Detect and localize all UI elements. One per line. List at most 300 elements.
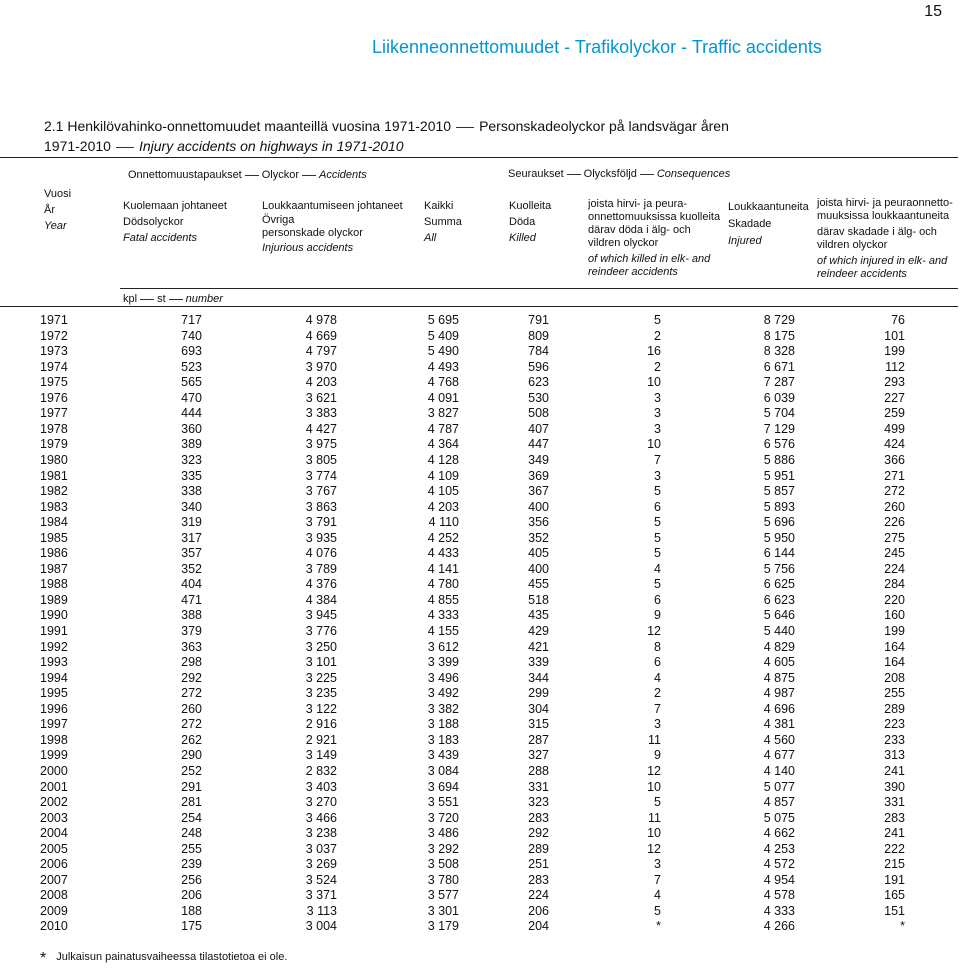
table-row — [0, 904, 958, 920]
cell-injured-elk: 255 — [884, 686, 905, 701]
cell-killed: 292 — [528, 826, 549, 841]
cell-killed-elk: 6 — [654, 592, 661, 607]
cell-fatal: 248 — [181, 826, 202, 841]
cell-killed: 447 — [528, 437, 549, 452]
cell-fatal: 175 — [181, 919, 202, 934]
table-row — [0, 422, 958, 438]
table-row — [0, 888, 958, 904]
cell-killed-elk: 4 — [654, 670, 661, 685]
cell-year: 1984 — [40, 515, 68, 530]
cell-year: 1986 — [40, 546, 68, 561]
col-header-fatal: Kuolemaan johtaneet Dödsolyckor Fatal accidents — [123, 200, 227, 244]
cell-killed-elk: 12 — [647, 624, 661, 638]
cell-injured: 5 857 — [763, 484, 795, 499]
cell-all: 3 486 — [427, 826, 459, 841]
cell-killed-elk: 3 — [654, 857, 661, 872]
cell-fatal: 352 — [181, 561, 202, 576]
cell-year: 1971 — [40, 313, 68, 327]
cell-killed: 349 — [528, 452, 549, 467]
header-rule — [120, 288, 958, 289]
cell-injurious: 2 832 — [305, 763, 337, 778]
cell-killed-elk: 6 — [654, 655, 661, 670]
cell-killed: 367 — [528, 484, 549, 499]
cell-killed: 289 — [528, 841, 549, 856]
cell-fatal: 188 — [181, 903, 202, 918]
cell-fatal: 363 — [181, 639, 202, 654]
cell-all: 4 493 — [427, 359, 459, 374]
cell-injurious: 3 037 — [305, 841, 337, 856]
cell-fatal: 340 — [181, 499, 202, 514]
cell-all: 4 141 — [427, 561, 459, 576]
cell-killed: 369 — [528, 468, 549, 483]
cell-killed: 299 — [528, 686, 549, 701]
cell-year: 2010 — [40, 919, 68, 934]
cell-killed-elk: 9 — [654, 748, 661, 763]
table-row — [0, 919, 958, 935]
table-row — [0, 717, 958, 733]
cell-injured-elk: 293 — [884, 375, 905, 390]
cell-year: 1996 — [40, 701, 68, 716]
cell-injured-elk: 223 — [884, 717, 905, 732]
cell-injurious: 3 004 — [305, 919, 337, 934]
cell-killed: 323 — [528, 795, 549, 810]
cell-killed: 791 — [528, 313, 549, 327]
cell-year: 1976 — [40, 390, 68, 405]
cell-all: 4 333 — [427, 608, 459, 623]
cell-injured: 6 144 — [763, 546, 795, 561]
cell-injurious: 3 935 — [305, 530, 337, 545]
col-header-all: Kaikki Summa All — [424, 200, 462, 244]
cell-killed: 251 — [528, 857, 549, 872]
cell-all: 3 508 — [427, 857, 459, 872]
cell-all: 4 252 — [427, 530, 459, 545]
cell-fatal: 404 — [181, 577, 202, 592]
cell-all: 3 179 — [427, 919, 459, 934]
cell-injurious: 3 621 — [305, 390, 337, 405]
cell-injured-elk: 165 — [884, 888, 905, 903]
cell-injured: 5 951 — [763, 468, 795, 483]
cell-fatal: 252 — [181, 763, 202, 778]
page-heading: Liikenneonnettomuudet - Trafikolyckor - Traffic accidents — [372, 37, 822, 57]
cell-injured: 4 829 — [763, 639, 795, 654]
table-row — [0, 577, 958, 593]
table-row — [0, 764, 958, 780]
cell-injured: 6 671 — [763, 359, 795, 374]
cell-killed-elk: 5 — [654, 313, 661, 327]
cell-all: 3 694 — [427, 779, 459, 794]
cell-injured: 5 075 — [763, 810, 795, 825]
cell-injurious: 3 270 — [305, 795, 337, 810]
cell-killed: 315 — [528, 717, 549, 732]
cell-all: 5 695 — [427, 313, 459, 327]
cell-injured-elk: 164 — [884, 655, 905, 670]
cell-injured: 4 696 — [763, 701, 795, 716]
cell-killed: 356 — [528, 515, 549, 530]
cell-fatal: 565 — [181, 375, 202, 390]
cell-injurious: 4 076 — [305, 546, 337, 561]
cell-injured-elk: 101 — [884, 328, 905, 343]
cell-year: 1997 — [40, 717, 68, 732]
cell-injured: 4 987 — [763, 686, 795, 701]
cell-fatal: 255 — [181, 841, 202, 856]
cell-injurious: 4 669 — [305, 328, 337, 343]
cell-injured-elk: 191 — [884, 872, 905, 887]
cell-year: 1977 — [40, 406, 68, 421]
cell-fatal: 471 — [181, 592, 202, 607]
cell-killed-elk: 5 — [654, 530, 661, 545]
cell-year: 2004 — [40, 826, 68, 841]
cell-fatal: 693 — [181, 344, 202, 359]
cell-injurious: 3 767 — [305, 484, 337, 499]
table-row — [0, 406, 958, 422]
cell-fatal: 717 — [181, 313, 202, 327]
cell-fatal: 323 — [181, 452, 202, 467]
cell-injurious: 4 203 — [305, 375, 337, 390]
cell-killed: 352 — [528, 530, 549, 545]
cell-injurious: 3 970 — [305, 359, 337, 374]
cell-killed: 435 — [528, 608, 549, 623]
cell-injurious: 3 122 — [305, 701, 337, 716]
table-row — [0, 360, 958, 376]
cell-injured: 4 677 — [763, 748, 795, 763]
cell-year: 2008 — [40, 888, 68, 903]
col-header-injurious: Loukkaantumiseen johtaneet Övriga personskade olyckor Injurious accidents — [262, 200, 403, 254]
cell-injurious: 3 805 — [305, 452, 337, 467]
cell-killed-elk: 5 — [654, 577, 661, 592]
cell-injured-elk: 390 — [884, 779, 905, 794]
cell-killed: 288 — [528, 763, 549, 778]
table-row — [0, 608, 958, 624]
cell-killed-elk: 4 — [654, 888, 661, 903]
cell-all: 5 490 — [427, 344, 459, 359]
cell-all: 3 084 — [427, 763, 459, 778]
cell-year: 1993 — [40, 655, 68, 670]
cell-fatal: 262 — [181, 732, 202, 747]
cell-killed-elk: 8 — [654, 639, 661, 654]
table-row — [0, 873, 958, 889]
cell-injured: 4 560 — [763, 732, 795, 747]
cell-injurious: 3 791 — [305, 515, 337, 530]
cell-killed: 455 — [528, 577, 549, 592]
col-header-year: Vuosi År Year — [44, 188, 72, 232]
cell-year: 1999 — [40, 748, 68, 763]
cell-killed-elk: 10 — [647, 826, 661, 841]
table-row — [0, 329, 958, 345]
cell-all: 3 496 — [427, 670, 459, 685]
cell-killed: 331 — [528, 779, 549, 794]
cell-injured: 7 129 — [763, 421, 795, 436]
cell-injured: 5 756 — [763, 561, 795, 576]
cell-year: 1973 — [40, 344, 68, 359]
cell-fatal: 444 — [181, 406, 202, 421]
table-row — [0, 624, 958, 640]
cell-injurious: 4 384 — [305, 592, 337, 607]
table-row — [0, 811, 958, 827]
cell-injured: 4 605 — [763, 655, 795, 670]
cell-year: 1991 — [40, 624, 68, 638]
cell-injured-elk: 224 — [884, 561, 905, 576]
cell-injured: 4 253 — [763, 841, 795, 856]
table-row — [0, 593, 958, 609]
cell-injured: 5 704 — [763, 406, 795, 421]
title-line2b: Injury accidents on highways in 1971-2010 — [138, 138, 404, 154]
cell-year: 2000 — [40, 763, 68, 778]
cell-injured-elk: 313 — [884, 748, 905, 763]
cell-killed: 344 — [528, 670, 549, 685]
cell-killed: 405 — [528, 546, 549, 561]
cell-injured-elk: 275 — [884, 530, 905, 545]
cell-all: 4 768 — [427, 375, 459, 390]
cell-injured: 4 857 — [763, 795, 795, 810]
cell-year: 2001 — [40, 779, 68, 794]
cell-year: 2002 — [40, 795, 68, 810]
cell-year: 1975 — [40, 375, 68, 390]
cell-injured-elk: 76 — [891, 313, 905, 327]
table-row — [0, 795, 958, 811]
cell-injured: 4 333 — [763, 903, 795, 918]
cell-injured: 7 287 — [763, 375, 795, 390]
cell-fatal: 281 — [181, 795, 202, 810]
cell-injurious: 4 376 — [305, 577, 337, 592]
cell-injured: 4 578 — [763, 888, 795, 903]
cell-injured-elk: 199 — [884, 624, 905, 638]
cell-all: 4 110 — [428, 515, 459, 530]
cell-injured: 4 140 — [763, 763, 795, 778]
footnote — [40, 950, 287, 968]
cell-injurious: 3 113 — [306, 903, 337, 918]
cell-killed-elk: 10 — [647, 375, 661, 390]
table-title — [44, 116, 729, 156]
page-number: 15 — [924, 3, 942, 20]
cell-injured: 6 623 — [763, 592, 795, 607]
cell-all: 3 439 — [427, 748, 459, 763]
cell-killed-elk: 4 — [654, 561, 661, 576]
cell-injured-elk: 233 — [884, 732, 905, 747]
cell-injured: 8 328 — [763, 344, 795, 359]
cell-injured-elk: 259 — [884, 406, 905, 421]
cell-all: 3 183 — [427, 732, 459, 747]
cell-killed: 518 — [528, 592, 549, 607]
units-label: kpl st number — [123, 293, 223, 305]
cell-killed-elk: 3 — [654, 717, 661, 732]
cell-injurious: 3 403 — [305, 779, 337, 794]
cell-all: 3 492 — [427, 686, 459, 701]
table-row — [0, 437, 958, 453]
cell-all: 3 551 — [427, 795, 459, 810]
table-row — [0, 515, 958, 531]
cell-injured: 6 576 — [763, 437, 795, 452]
cell-injured-elk: 289 — [884, 701, 905, 716]
cell-all: 4 787 — [427, 421, 459, 436]
table-row — [0, 733, 958, 749]
cell-injurious: 3 238 — [305, 826, 337, 841]
body-top-rule — [0, 306, 958, 307]
cell-injured-elk: 424 — [884, 437, 905, 452]
cell-injured: 4 381 — [763, 717, 795, 732]
cell-injured: 5 893 — [763, 499, 795, 514]
cell-fatal: 239 — [181, 857, 202, 872]
cell-injured-elk: 499 — [884, 421, 905, 436]
cell-fatal: 338 — [181, 484, 202, 499]
cell-killed-elk: 5 — [654, 484, 661, 499]
table-row — [0, 780, 958, 796]
cell-killed-elk: 2 — [654, 359, 661, 374]
cell-all: 4 091 — [427, 390, 459, 405]
cell-injured-elk: 220 — [884, 592, 905, 607]
table-row — [0, 857, 958, 873]
table-row — [0, 546, 958, 562]
cell-fatal: 523 — [181, 359, 202, 374]
cell-all: 3 577 — [427, 888, 459, 903]
cell-injurious: 3 524 — [305, 872, 337, 887]
cell-injurious: 3 776 — [305, 624, 337, 638]
cell-fatal: 335 — [181, 468, 202, 483]
cell-all: 3 382 — [427, 701, 459, 716]
cell-injured: 6 039 — [763, 390, 795, 405]
cell-fatal: 254 — [181, 810, 202, 825]
table-row — [0, 562, 958, 578]
cell-fatal: 260 — [181, 701, 202, 716]
cell-year: 2007 — [40, 872, 68, 887]
cell-injurious: 3 101 — [305, 655, 337, 670]
table-row — [0, 484, 958, 500]
cell-injured-elk: 283 — [884, 810, 905, 825]
cell-injured-elk: 227 — [884, 390, 905, 405]
table-row — [0, 842, 958, 858]
cell-killed: 784 — [528, 344, 549, 359]
cell-killed: 400 — [528, 499, 549, 514]
cell-injured: 8 729 — [763, 313, 795, 327]
cell-injured-elk: 215 — [884, 857, 905, 872]
table-row — [0, 313, 958, 329]
cell-all: 4 780 — [427, 577, 459, 592]
cell-injured-elk: 366 — [884, 452, 905, 467]
cell-killed: 224 — [528, 888, 549, 903]
cell-fatal: 388 — [181, 608, 202, 623]
cell-killed-elk: 2 — [654, 686, 661, 701]
cell-injurious: 3 383 — [305, 406, 337, 421]
cell-year: 2006 — [40, 857, 68, 872]
cell-killed-elk: 5 — [654, 546, 661, 561]
cell-injurious: 2 916 — [305, 717, 337, 732]
cell-killed-elk: 12 — [647, 763, 661, 778]
cell-year: 1989 — [40, 592, 68, 607]
group-consequences-header: Seuraukset Olycksföljd Consequences — [508, 168, 731, 180]
cell-fatal: 272 — [181, 717, 202, 732]
cell-fatal: 389 — [181, 437, 202, 452]
cell-injured: 4 266 — [763, 919, 795, 934]
cell-injured: 8 175 — [763, 328, 795, 343]
cell-all: 3 301 — [427, 903, 459, 918]
table-row — [0, 748, 958, 764]
cell-killed-elk: 3 — [654, 390, 661, 405]
table-row — [0, 671, 958, 687]
cell-injured: 5 646 — [763, 608, 795, 623]
cell-killed: 623 — [528, 375, 549, 390]
cell-all: 4 105 — [427, 484, 459, 499]
table-row — [0, 500, 958, 516]
cell-all: 3 827 — [427, 406, 459, 421]
cell-fatal: 317 — [181, 530, 202, 545]
cell-killed: 429 — [528, 624, 549, 638]
cell-year: 1995 — [40, 686, 68, 701]
cell-all: 4 433 — [427, 546, 459, 561]
cell-killed-elk: 5 — [654, 515, 661, 530]
cell-killed-elk: 7 — [654, 701, 661, 716]
title-line1: 2.1 Henkilövahinko-onnettomuudet maanteillä vuosina 1971-2010 — [44, 118, 452, 134]
cell-killed-elk: 7 — [654, 872, 661, 887]
table-row — [0, 453, 958, 469]
cell-all: 3 720 — [427, 810, 459, 825]
cell-injurious: 3 789 — [305, 561, 337, 576]
col-header-killed: Kuolleita Döda Killed — [509, 200, 552, 244]
cell-all: 3 292 — [427, 841, 459, 856]
cell-injurious: 3 945 — [305, 608, 337, 623]
cell-killed: 508 — [528, 406, 549, 421]
table-row — [0, 640, 958, 656]
cell-injured-elk: 271 — [884, 468, 905, 483]
cell-killed-elk: 5 — [654, 795, 661, 810]
cell-killed: 421 — [528, 639, 549, 654]
cell-injured: 5 696 — [763, 515, 795, 530]
cell-year: 1982 — [40, 484, 68, 499]
cell-all: 3 780 — [427, 872, 459, 887]
cell-killed: 530 — [528, 390, 549, 405]
cell-year: 1994 — [40, 670, 68, 685]
cell-killed-elk: 5 — [654, 903, 661, 918]
cell-injured-elk: 112 — [885, 359, 905, 374]
cell-year: 1980 — [40, 452, 68, 467]
col-header-injured: Loukkaantuneita Skadade Injured — [728, 201, 809, 247]
cell-injurious: 4 797 — [305, 344, 337, 359]
cell-killed: 339 — [528, 655, 549, 670]
cell-injurious: 4 427 — [305, 421, 337, 436]
cell-killed: 287 — [528, 732, 549, 747]
cell-year: 1987 — [40, 561, 68, 576]
cell-injured-elk: 245 — [884, 546, 905, 561]
cell-all: 3 399 — [427, 655, 459, 670]
cell-year: 1998 — [40, 732, 68, 747]
cell-injured-elk: 284 — [884, 577, 905, 592]
cell-killed: 206 — [528, 903, 549, 918]
cell-killed-elk: 9 — [654, 608, 661, 623]
cell-year: 1981 — [40, 468, 68, 483]
table-top-rule — [0, 157, 958, 158]
cell-killed: 283 — [528, 810, 549, 825]
cell-killed-elk: 7 — [654, 452, 661, 467]
cell-year: 1978 — [40, 421, 68, 436]
cell-killed-elk: 11 — [648, 732, 661, 747]
footnote-text: Julkaisun painatusvaiheessa tilastotietoa ei ole. — [56, 951, 288, 963]
cell-killed: 596 — [528, 359, 549, 374]
cell-fatal: 470 — [181, 390, 202, 405]
cell-all: 3 188 — [427, 717, 459, 732]
cell-all: 4 128 — [427, 452, 459, 467]
col-header-injured-elk: joista hirvi- ja peuraonnetto- muuksissa loukkaantuneita därav skadade i älg- och vildren olyckor of which injured in elk- and reindeer accidents — [817, 197, 953, 280]
cell-injured-elk: 272 — [884, 484, 905, 499]
cell-killed-elk: 12 — [647, 841, 661, 856]
cell-killed-elk: 2 — [654, 328, 661, 343]
cell-injurious: 4 978 — [305, 313, 337, 327]
table-row — [0, 826, 958, 842]
cell-year: 2009 — [40, 903, 68, 918]
cell-killed: 327 — [528, 748, 549, 763]
cell-injurious: 3 863 — [305, 499, 337, 514]
cell-all: 4 109 — [427, 468, 459, 483]
table-row — [0, 391, 958, 407]
cell-injured-elk: 260 — [884, 499, 905, 514]
title-line1b: Personskadeolyckor på landsvägar åren — [479, 118, 729, 134]
